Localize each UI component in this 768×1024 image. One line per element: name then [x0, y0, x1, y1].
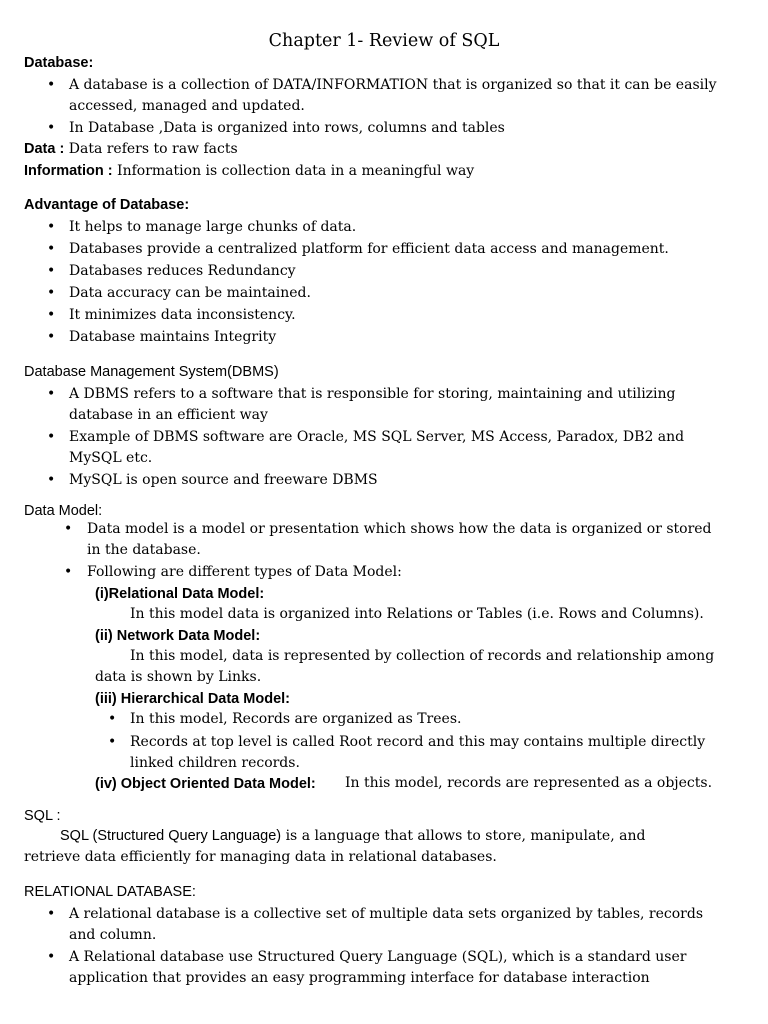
- hierarchical-point-1: In this model, Records are organized as Trees.: [130, 711, 462, 727]
- advantage-item: It helps to manage large chunks of data.: [69, 219, 357, 235]
- sql-heading: SQL :: [24, 808, 61, 824]
- data-label: Data :: [24, 141, 65, 157]
- information-definition: [24, 161, 474, 182]
- dbms-point-1-line-2: database in an efficient way: [69, 407, 268, 423]
- bullet: •: [47, 949, 56, 965]
- information-label: Information :: [24, 163, 113, 179]
- relational-database-point-1-line-2: and column.: [69, 927, 157, 943]
- page-title: Chapter 1- Review of SQL: [268, 31, 500, 51]
- bullet: •: [47, 285, 56, 301]
- advantage-item: Databases reduces Redundancy: [69, 263, 296, 279]
- bullet: •: [47, 307, 56, 323]
- bullet: •: [47, 906, 56, 922]
- information-text: Information is collection data in a meaningful way: [112, 163, 475, 179]
- bullet: •: [47, 472, 56, 488]
- bullet: •: [47, 263, 56, 279]
- advantage-item: Database maintains Integrity: [69, 329, 277, 345]
- network-model-text-line-1: In this model, data is represented by collection of records and relationship among: [130, 648, 715, 664]
- bullet: •: [108, 734, 117, 750]
- object-oriented-model-heading: (iv) Object Oriented Data Model:: [95, 776, 316, 792]
- dbms-point-3: MySQL is open source and freeware DBMS: [69, 472, 378, 488]
- data-model-point-2: Following are different types of Data Model:: [87, 564, 402, 580]
- sql-definition-rest: is a language that allows to store, manipulate, and: [281, 828, 646, 844]
- database-heading: Database:: [24, 55, 94, 71]
- network-model-heading: (ii) Network Data Model:: [95, 628, 261, 644]
- advantage-item: Databases provide a centralized platform for efficient data access and management.: [69, 241, 669, 257]
- bullet: •: [47, 329, 56, 345]
- data-model-point-1-line-1: Data model is a model or presentation which shows how the data is organized or stored: [87, 521, 712, 537]
- advantage-item: It minimizes data inconsistency.: [69, 307, 296, 323]
- database-point-1-line-2: accessed, managed and updated.: [69, 98, 305, 114]
- database-point-1-line-1: A database is a collection of DATA/INFORMATION that is organized so that it can be easily: [69, 77, 717, 93]
- bullet: •: [47, 429, 56, 445]
- data-text: Data refers to raw facts: [64, 141, 238, 157]
- sql-term: SQL (Structured Query Language): [60, 828, 282, 844]
- bullet: •: [47, 219, 56, 235]
- database-point-2: In Database ,Data is organized into rows, columns and tables: [69, 120, 505, 136]
- bullet: •: [47, 120, 56, 136]
- advantage-heading: Advantage of Database:: [24, 197, 190, 213]
- network-model-text-line-2: data is shown by Links.: [95, 669, 262, 685]
- advantage-item: Data accuracy can be maintained.: [69, 285, 311, 301]
- dbms-point-2-line-1: Example of DBMS software are Oracle, MS SQL Server, MS Access, Paradox, DB2 and: [69, 429, 685, 445]
- data-definition: [24, 139, 238, 160]
- bullet: •: [64, 521, 73, 537]
- relational-database-point-2-line-2: application that provides an easy programming interface for database interaction: [69, 970, 650, 986]
- hierarchical-point-2-line-2: linked children records.: [130, 755, 300, 771]
- bullet: •: [64, 564, 73, 580]
- relational-database-point-2-line-1: A Relational database use Structured Query Language (SQL), which is a standard user: [69, 949, 687, 965]
- bullet: •: [47, 386, 56, 402]
- dbms-point-1-line-1: A DBMS refers to a software that is responsible for storing, maintaining and utilizing: [69, 386, 676, 402]
- hierarchical-model-heading: (iii) Hierarchical Data Model:: [95, 691, 290, 707]
- object-oriented-model-text: In this model, records are represented as a objects.: [345, 775, 713, 791]
- bullet: •: [108, 711, 117, 727]
- dbms-point-2-line-2: MySQL etc.: [69, 450, 153, 466]
- dbms-heading: Database Management System(DBMS): [24, 364, 279, 380]
- data-model-heading: Data Model:: [24, 503, 103, 519]
- data-model-point-1-line-2: in the database.: [87, 542, 201, 558]
- relational-database-point-1-line-1: A relational database is a collective set of multiple data sets organized by tables, records: [69, 906, 704, 922]
- sql-definition-line-2: retrieve data efficiently for managing data in relational databases.: [24, 849, 497, 865]
- hierarchical-point-2-line-1: Records at top level is called Root record and this may contains multiple directly: [130, 734, 706, 750]
- relational-model-text: In this model data is organized into Relations or Tables (i.e. Rows and Columns).: [130, 606, 704, 622]
- bullet: •: [47, 241, 56, 257]
- bullet: •: [47, 77, 56, 93]
- sql-definition-line-1: [60, 826, 645, 847]
- relational-database-heading: RELATIONAL DATABASE:: [24, 884, 196, 900]
- relational-model-heading: (i)Relational Data Model:: [95, 586, 265, 602]
